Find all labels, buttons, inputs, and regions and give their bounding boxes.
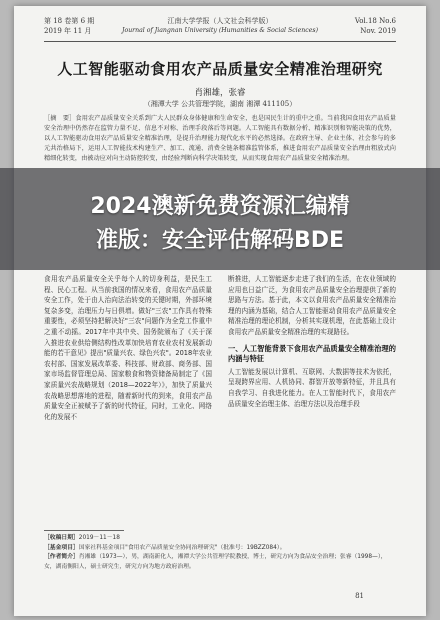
article-title: 人工智能驱动食用农产品质量安全精准治理研究: [57, 60, 383, 78]
section-heading: 一、人工智能背景下食用农产品质量安全精准治理的内涵与特征: [228, 343, 396, 364]
body-text-right-continued: 人工智能发展以计算机、互联网、大数据等技术为依托，呈现跨界应用、人机协同、群智开放等新特征，并且具有自我学习、自我进化能力。在人工智能时代下，食用农产品质量安全治理主体、治理方法以及治理手段: [228, 367, 396, 408]
author-text: 肖湘雄（1973—），男，湖南新化人，湘潭大学公共管理学院教授，博士，研究方向为食品安全治理；张睿（1998—），女，湖南衡阳人，硕士研究生，研究方向为地方政府治理。: [44, 554, 387, 570]
body-column-left: [44, 274, 212, 422]
received-date: 2019－11－18: [78, 535, 120, 541]
journal-page: [14, 6, 426, 616]
author-label: ［作者简介］: [44, 554, 79, 560]
volume-en: Vol.18 No.6: [354, 17, 396, 25]
received-label: ［收稿日期］: [44, 535, 79, 541]
overlay-line-2: 准版：安全评估解码BDE: [95, 228, 345, 253]
overlay-caption: [0, 190, 440, 258]
overlay-line-1: 2024澳新免费资源汇编精: [90, 194, 350, 219]
received-note: [44, 534, 396, 544]
fund-text: 国家社科基金项目"食用农产品质量安全协同治理研究"（批准号：19BZZ084）。: [78, 544, 286, 551]
body-text-left: 食用农产品质量安全关乎每个人的切身利益，是民生工程、民心工程。从当前我国的情况来看，食用农产品质量安全工作，处于由人治向法治转变的关键时期，外部环境复杂多变，治理压力与日俱增。做好"三农"工作具有特殊重要性，必须坚持把解决好"三农"问题作为全党工作重中之重不动摇。2017年中共中央、国务院颁布了《关于深入推进农业供给侧结构性改革加快培育农业农村发展新动能的若干意见》提出"质量兴农、绿色兴农"。2018年农业农村部、国家发展改革委、科技部、财政部、商务部、国家市场监督管理总局、国家粮食和物资储备局制定了《国家质量兴农战略规划（2018—2022年）》，加快了质量兴农战略思想落地的进程，随着新时代的到来，食用农产品质量安全正被赋予了新的时代特征，同时，工业化、网络化的发展不: [44, 275, 212, 421]
date-en: Nov. 2019: [360, 27, 396, 35]
abstract: ［摘 要］食用农产品质量安全关系到广大人民群众身体健康和生命安全，也是国民生计的重中之重。当前我国食用农产品质量安全治理中仍然存在监管力量不足、信息不对称、治理手段落后等问题。人工智能具有数据分析、精准识别和智能决策的优势，以人工智能驱动食用农产品质量安全精准治理，是提升治理能力现代化水平的必然选择。在政府主导、企业主体、社会参与的多元共治格局下，运用人工智能技术构建生产、加工、流通、消费全链条精准监管体系，推进食用农产品质量安全治理由粗放式向精细化转变，由被动应对向主动防控转变，由经验判断向科学决策转变，从而实现食用农产品质量安全精准治理。: [44, 115, 396, 162]
footnotes: [44, 534, 396, 572]
journal-name-cn: 江南大学学报（人文社会科学版）: [167, 17, 273, 25]
body-text-right: 断推进，人工智能逐步走进了我们的生活，在农业领域的应用也日益广泛，为食用农产品质量安全治理提供了新的思路与方法。基于此，本文以食用农产品质量安全精准治理的内涵为基础，结合人工智能驱动食用农产品质量安全精准治理的理论机制，分析其实现机理，在此基础上设计食用农产品质量安全精准治理的实现路径。: [228, 275, 396, 336]
body-column-right: [228, 274, 396, 409]
footnote-divider: [44, 530, 124, 531]
article-authors: 肖湘雄，张睿: [194, 88, 246, 98]
fund-label: ［基金项目］: [44, 544, 79, 551]
journal-name: [114, 16, 326, 36]
author-note: [44, 553, 396, 572]
author-affiliation: （湘潭大学 公共管理学院，湖南 湘潭 411105）: [143, 100, 297, 108]
page-number: 81: [355, 592, 364, 600]
volume-cn: 第 18 卷第 6 期: [44, 17, 95, 25]
fund-note: [44, 544, 396, 554]
issue-info-en: [296, 16, 396, 36]
date-cn: 2019 年 11 月: [44, 27, 92, 35]
header-divider: [44, 41, 396, 42]
journal-name-en: Journal of Jiangnan University (Humanities & Social Sciences): [121, 27, 318, 34]
running-header: [44, 16, 396, 40]
